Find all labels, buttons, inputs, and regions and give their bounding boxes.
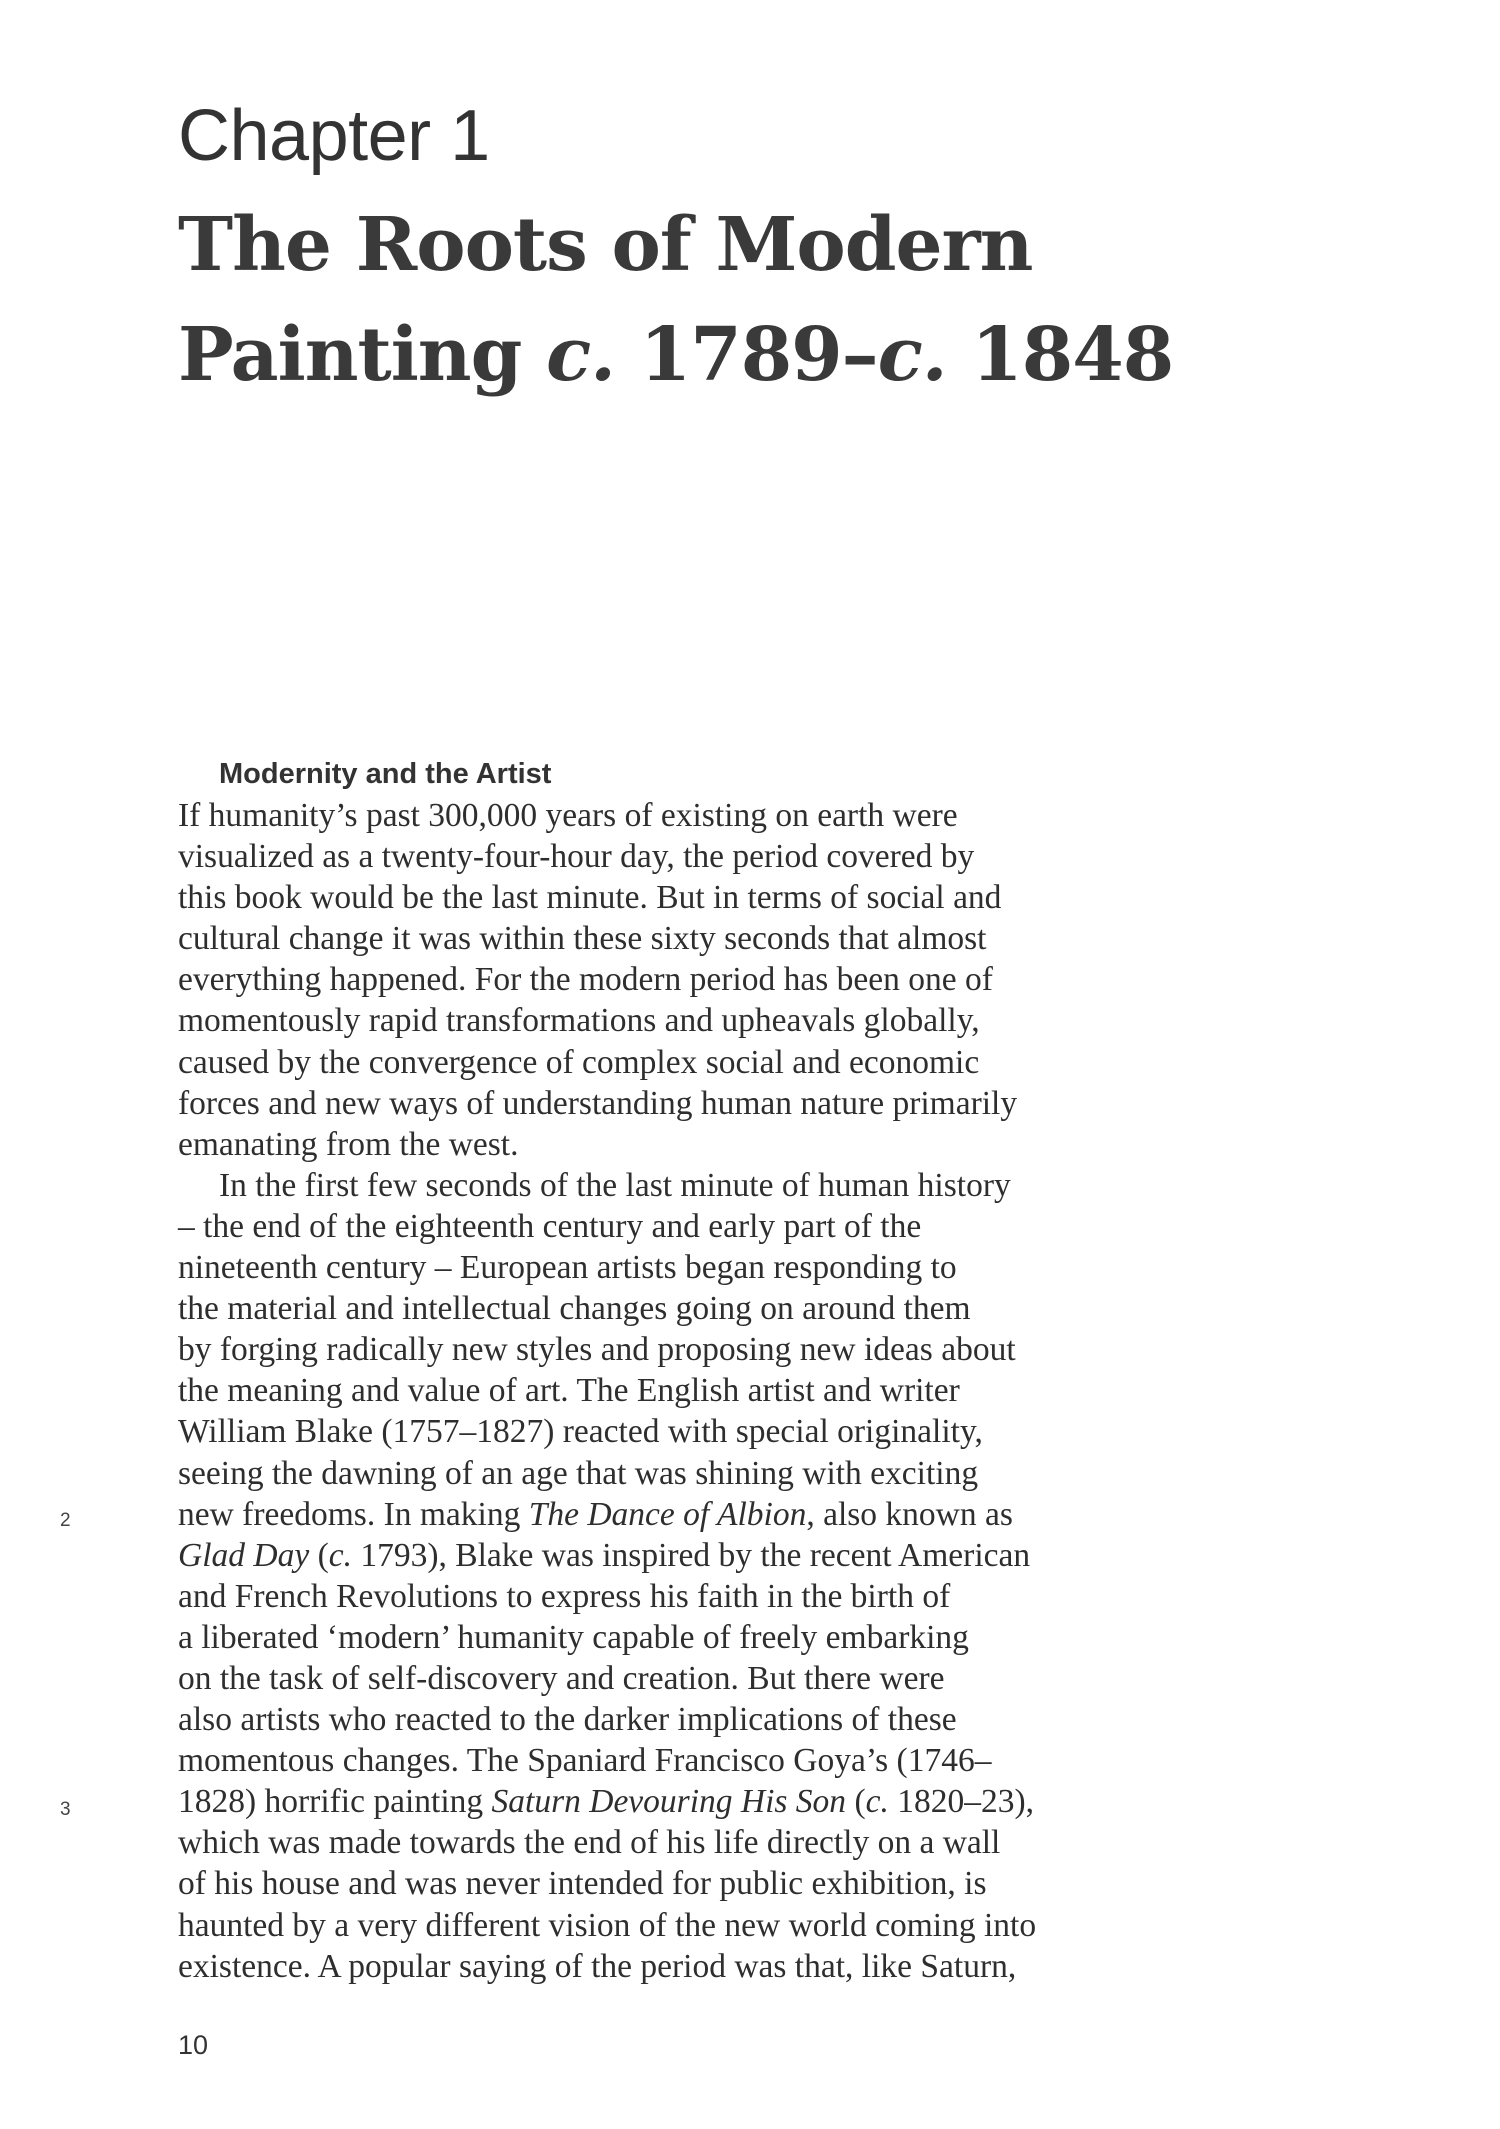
figure-reference: 3 xyxy=(60,1799,71,1820)
body-text-run: 1828) horrific painting xyxy=(178,1783,492,1821)
body-line: seeing the dawning of an age that was shining with exciting xyxy=(178,1454,979,1492)
chapter-title-line-1: The Roots of Modern xyxy=(178,202,1033,288)
body-line: momentously rapid transformations and upheavals globally, xyxy=(178,1002,980,1040)
body-line: forces and new ways of understanding human nature primarily xyxy=(178,1084,1018,1122)
circa: c. xyxy=(865,1783,889,1821)
body-line: existence. A popular saying of the period was that, like Saturn, xyxy=(178,1947,1017,1985)
body-line: the material and intellectual changes going on around them xyxy=(178,1290,971,1328)
body-line: and French Revolutions to express his faith in the birth of xyxy=(178,1577,951,1615)
body-line xyxy=(178,1535,1218,1576)
body-line: – the end of the eighteenth century and early part of the xyxy=(178,1207,922,1245)
title-text: 1789– xyxy=(614,312,878,398)
body-line: a liberated ‘modern’ humanity capable of freely embarking xyxy=(178,1618,969,1656)
body-line: haunted by a very different vision of the new world coming into xyxy=(178,1906,1037,1944)
title-circa: c. xyxy=(546,312,615,398)
body-line: of his house and was never intended for public exhibition, is xyxy=(178,1865,987,1903)
body-line: momentous changes. The Spaniard Francisco Goya’s (1746– xyxy=(178,1742,992,1780)
body-text-run: , also known as xyxy=(806,1495,1013,1533)
title-text: 1848 xyxy=(946,312,1174,398)
body-line: caused by the convergence of complex social and economic xyxy=(178,1043,980,1081)
body-line: In the first few seconds of the last minute of human history xyxy=(219,1166,1011,1204)
body-line: also artists who reacted to the darker implications of these xyxy=(178,1701,957,1739)
body-line: everything happened. For the modern period has been one of xyxy=(178,961,993,999)
chapter-label: Chapter 1 xyxy=(178,96,490,176)
body-line: on the task of self-discovery and creation. But there were xyxy=(178,1659,945,1697)
body-text-run: ( xyxy=(309,1536,329,1574)
body-line xyxy=(178,1781,1218,1822)
chapter-title-line-2 xyxy=(178,300,1173,410)
body-line: by forging radically new styles and proposing new ideas about xyxy=(178,1331,1016,1369)
body-line: nineteenth century – European artists began responding to xyxy=(178,1249,957,1287)
section-heading: Modernity and the Artist xyxy=(219,758,552,790)
body-line: William Blake (1757–1827) reacted with special originality, xyxy=(178,1413,983,1451)
title-text: Painting xyxy=(178,312,547,398)
circa: c. xyxy=(328,1536,352,1574)
body-line: which was made towards the end of his life directly on a wall xyxy=(178,1824,1001,1862)
figure-reference: 2 xyxy=(60,1510,71,1531)
body-line: emanating from the west. xyxy=(178,1125,519,1163)
body-text-run: ( xyxy=(846,1783,866,1821)
body-line: cultural change it was within these sixty seconds that almost xyxy=(178,920,987,958)
body-text-run: new freedoms. In making xyxy=(178,1495,529,1533)
title-circa: c. xyxy=(877,312,947,398)
artwork-title: Glad Day xyxy=(178,1536,310,1574)
body-line: the meaning and value of art. The English artist and writer xyxy=(178,1372,960,1410)
chapter-title xyxy=(178,190,1173,410)
body-text-run: 1793), Blake was inspired by the recent American xyxy=(351,1536,1031,1574)
artwork-title: Saturn Devouring His Son xyxy=(491,1783,847,1821)
body-line: If humanity’s past 300,000 years of existing on earth were xyxy=(178,797,958,834)
body-line: this book would be the last minute. But in terms of social and xyxy=(178,879,1002,917)
body-line xyxy=(178,1494,1218,1535)
body-line: visualized as a twenty-four-hour day, the period covered by xyxy=(178,838,975,876)
page-number: 10 xyxy=(178,2030,209,2060)
artwork-title: The Dance of Albion xyxy=(528,1495,807,1533)
body-text xyxy=(178,795,1218,1987)
body-text-run: 1820–23), xyxy=(888,1783,1034,1821)
